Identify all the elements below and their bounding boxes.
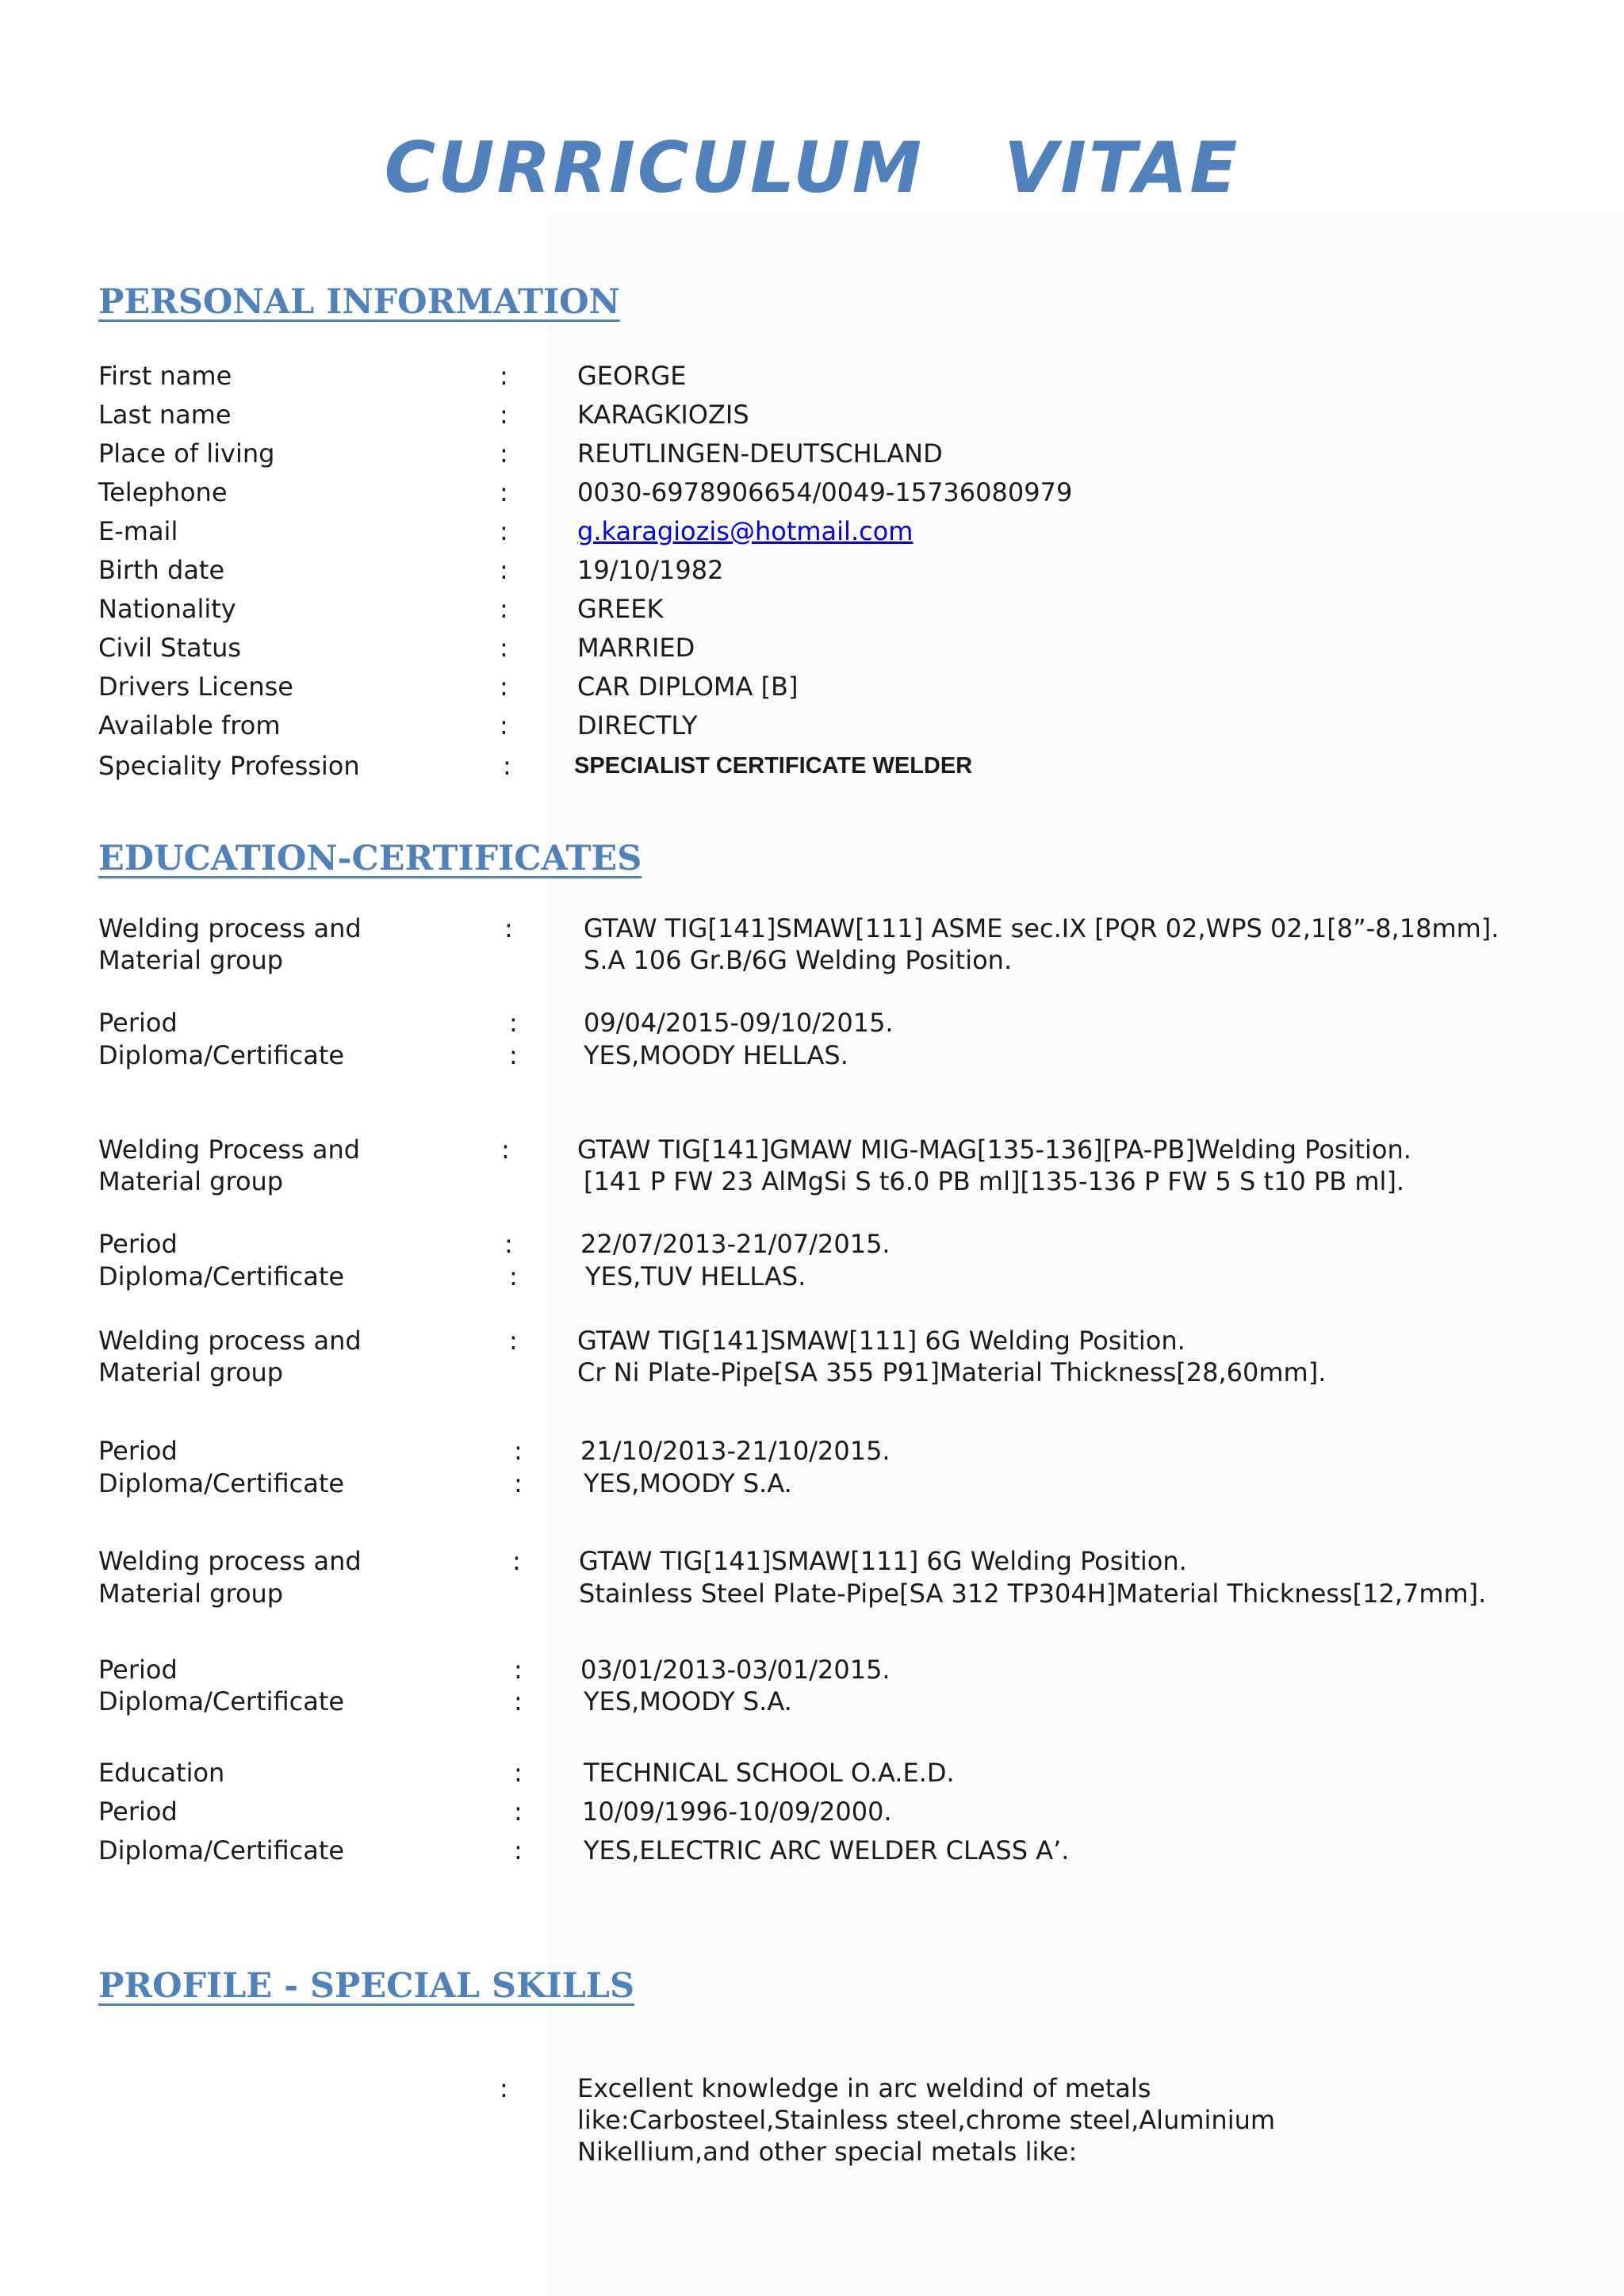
material-label: Material group: [98, 1166, 284, 1196]
colon: :: [500, 672, 508, 702]
last-name-value: KARAGKIOZIS: [577, 400, 749, 430]
birth-date-label: Birth date: [98, 555, 225, 585]
colon: :: [500, 594, 508, 624]
diploma-label: Diploma/Certificate: [98, 1835, 345, 1866]
colon: :: [500, 438, 508, 469]
period-label: Period: [98, 1655, 178, 1685]
colon: :: [501, 1135, 510, 1165]
colon: :: [514, 1686, 523, 1716]
profile-heading: PROFILE - SPECIAL SKILLS: [98, 1966, 635, 2006]
colon: :: [500, 555, 508, 585]
period-label: Period: [98, 1008, 178, 1038]
telephone-value: 0030-6978906654/0049-15736080979: [577, 477, 1073, 507]
profile-line: Excellent knowledge in arc weldind of metals: [577, 2073, 1151, 2103]
period-value: 22/07/2013-21/07/2015.: [580, 1229, 891, 1259]
telephone-label: Telephone: [98, 477, 228, 507]
diploma-value: YES,ELECTRIC ARC WELDER CLASS A’.: [584, 1835, 1070, 1866]
birth-date-value: 19/10/1982: [577, 555, 724, 585]
diploma-label: Diploma/Certificate: [98, 1468, 345, 1498]
nationality-label: Nationality: [98, 594, 236, 624]
material-value: [141 P FW 23 AlMgSi S t6.0 PB ml][135-136 P FW 5 S t10 PB ml].: [584, 1166, 1405, 1196]
colon: :: [500, 361, 508, 391]
colon: :: [514, 1655, 523, 1685]
period-label: Period: [98, 1797, 178, 1827]
colon: :: [509, 1008, 518, 1038]
available-from-label: Available from: [98, 710, 281, 740]
process-value: GTAW TIG[141]SMAW[111] 6G Welding Position.: [579, 1546, 1187, 1576]
nationality-value: GREEK: [577, 594, 664, 624]
drivers-license-label: Drivers License: [98, 672, 293, 702]
material-label: Material group: [98, 1578, 284, 1609]
period-value: 21/10/2013-21/10/2015.: [580, 1436, 891, 1466]
last-name-label: Last name: [98, 400, 232, 430]
place-of-living-value: REUTLINGEN-DEUTSCHLAND: [577, 438, 943, 469]
period-label: Period: [98, 1436, 178, 1466]
school-label: Education: [98, 1758, 225, 1788]
colon: :: [504, 913, 513, 943]
period-value: 09/04/2015-09/10/2015.: [584, 1008, 894, 1038]
process-label: Welding process and: [98, 913, 362, 943]
colon: :: [514, 1758, 523, 1788]
colon: :: [514, 1468, 523, 1498]
first-name-label: First name: [98, 361, 232, 391]
material-label: Material group: [98, 945, 284, 975]
material-value: S.A 106 Gr.B/6G Welding Position.: [584, 945, 1013, 975]
period-value: 10/09/1996-10/09/2000.: [582, 1797, 892, 1827]
diploma-label: Diploma/Certificate: [98, 1261, 345, 1292]
process-label: Welding process and: [98, 1546, 362, 1576]
diploma-value: YES,MOODY S.A.: [584, 1686, 792, 1716]
process-label: Welding process and: [98, 1326, 362, 1356]
profile-line: Nikellium,and other special metals like:: [577, 2137, 1078, 2167]
civil-status-label: Civil Status: [98, 633, 242, 663]
colon: :: [512, 1546, 521, 1576]
colon: :: [514, 1835, 523, 1866]
process-label: Welding Process and: [98, 1135, 361, 1165]
material-value: Stainless Steel Plate-Pipe[SA 312 TP304H]Material Thickness[12,7mm].: [579, 1578, 1487, 1609]
diploma-value: YES,MOODY HELLAS.: [584, 1040, 848, 1070]
diploma-value: YES,MOODY S.A.: [584, 1468, 792, 1498]
speciality-label: Speciality Profession: [98, 751, 360, 781]
material-label: Material group: [98, 1357, 284, 1387]
colon: :: [500, 400, 508, 430]
speciality-value: SPECIALIST CERTIFICATE WELDER: [574, 753, 973, 779]
period-value: 03/01/2013-03/01/2015.: [580, 1655, 891, 1685]
education-heading: EDUCATION-CERTIFICATES: [98, 839, 642, 878]
colon: :: [514, 1797, 523, 1827]
drivers-license-value: CAR DIPLOMA [B]: [577, 672, 799, 702]
process-value: GTAW TIG[141]SMAW[111] 6G Welding Position.: [577, 1326, 1185, 1356]
period-label: Period: [98, 1229, 178, 1259]
colon: :: [500, 633, 508, 663]
colon: :: [503, 751, 511, 781]
colon: :: [509, 1326, 518, 1356]
email-label: E-mail: [98, 516, 178, 546]
colon: :: [500, 477, 508, 507]
material-value: Cr Ni Plate-Pipe[SA 355 P91]Material Thickness[28,60mm].: [577, 1357, 1327, 1387]
colon: :: [504, 1229, 513, 1259]
diploma-value: YES,TUV HELLAS.: [585, 1261, 806, 1292]
first-name-value: GEORGE: [577, 361, 687, 391]
process-value: GTAW TIG[141]GMAW MIG-MAG[135-136][PA-PB]Welding Position.: [577, 1135, 1411, 1165]
colon: :: [509, 1040, 518, 1070]
personal-info-heading: PERSONAL INFORMATION: [98, 282, 620, 322]
profile-line: like:Carbosteel,Stainless steel,chrome steel,Aluminium: [577, 2105, 1276, 2135]
process-value: GTAW TIG[141]SMAW[111] ASME sec.IX [PQR 02,WPS 02,1[8”-8,18mm].: [584, 913, 1500, 943]
civil-status-value: MARRIED: [577, 633, 695, 663]
colon: :: [514, 1436, 523, 1466]
colon: :: [500, 516, 508, 546]
email-link[interactable]: g.karagiozis@hotmail.com: [577, 516, 914, 546]
diploma-label: Diploma/Certificate: [98, 1686, 345, 1716]
colon: :: [500, 710, 508, 740]
page-title: CURRICULUM VITAE: [384, 127, 1240, 209]
available-from-value: DIRECTLY: [577, 710, 698, 740]
place-of-living-label: Place of living: [98, 438, 275, 469]
diploma-label: Diploma/Certificate: [98, 1040, 345, 1070]
colon: :: [509, 1261, 518, 1292]
school-value: TECHNICAL SCHOOL O.A.E.D.: [584, 1758, 955, 1788]
colon: :: [500, 2073, 508, 2103]
